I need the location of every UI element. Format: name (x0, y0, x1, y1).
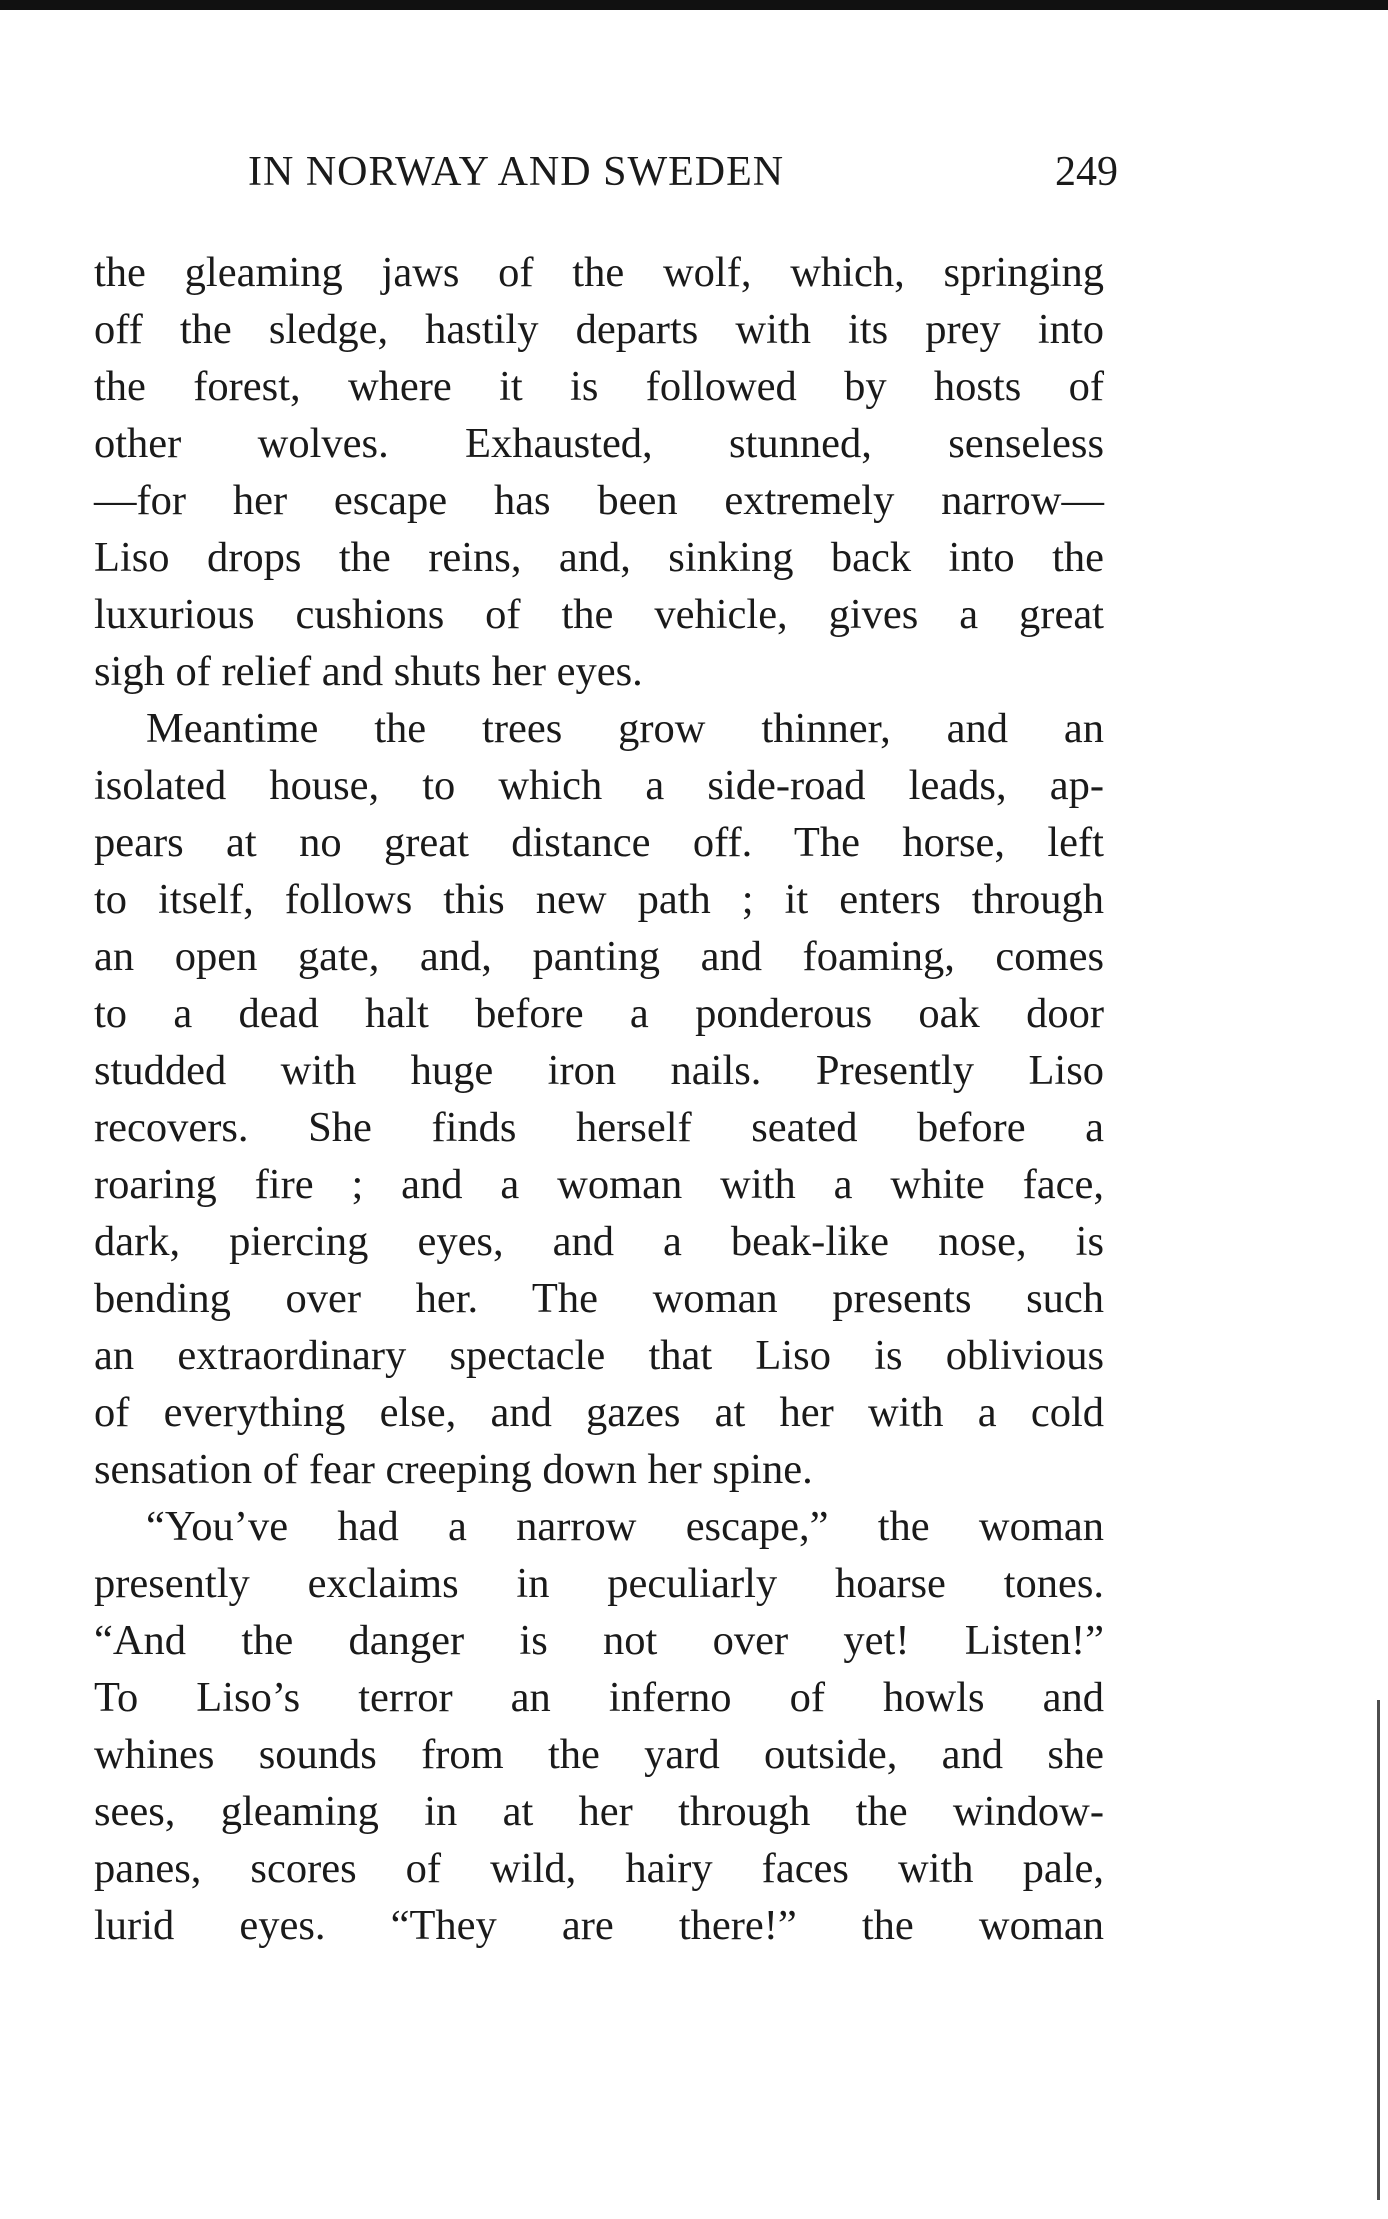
text-line: luxurious cushions of the vehicle, gives a great (94, 591, 1104, 638)
text-line: isolated house, to which a side-road leads, ap- (94, 762, 1104, 809)
text-line: whines sounds from the yard outside, and she (94, 1731, 1104, 1778)
text-line: “You’ve had a narrow escape,” the woman (146, 1503, 1104, 1550)
text-line: sensation of fear creeping down her spine. (94, 1446, 813, 1493)
text-line: presently exclaims in peculiarly hoarse tones. (94, 1560, 1104, 1607)
text-line: “And the danger is not over yet! Listen!” (94, 1617, 1104, 1664)
text-line: —for her escape has been extremely narrow— (94, 477, 1104, 524)
page-edge-shadow (1377, 1700, 1380, 2200)
top-edge-rule (0, 0, 1388, 10)
text-line: an open gate, and, panting and foaming, comes (94, 933, 1104, 980)
body-text (94, 244, 1104, 1954)
text-line: pears at no great distance off. The horse, left (94, 819, 1104, 866)
page-number: 249 (1055, 149, 1118, 195)
text-line: dark, piercing eyes, and a beak-like nose, is (94, 1218, 1104, 1265)
text-line: bending over her. The woman presents such (94, 1275, 1104, 1322)
text-line: of everything else, and gazes at her with a cold (94, 1389, 1104, 1436)
text-line: an extraordinary spectacle that Liso is oblivious (94, 1332, 1104, 1379)
text-line: lurid eyes. “They are there!” the woman (94, 1902, 1104, 1949)
text-line: sees, gleaming in at her through the window- (94, 1788, 1104, 1835)
text-line: studded with huge iron nails. Presently Liso (94, 1047, 1104, 1094)
text-line: to itself, follows this new path ; it enters through (94, 876, 1104, 923)
text-line: Meantime the trees grow thinner, and an (146, 705, 1104, 752)
text-line: recovers. She finds herself seated before a (94, 1104, 1104, 1151)
text-line: the forest, where it is followed by hosts of (94, 363, 1104, 410)
text-line: off the sledge, hastily departs with its prey into (94, 306, 1104, 353)
page-header (248, 148, 1118, 198)
text-line: Liso drops the reins, and, sinking back into the (94, 534, 1104, 581)
text-line: to a dead halt before a ponderous oak door (94, 990, 1104, 1037)
text-line: sigh of relief and shuts her eyes. (94, 648, 643, 695)
text-line: other wolves. Exhausted, stunned, senseless (94, 420, 1104, 467)
running-head: IN NORWAY AND SWEDEN (248, 149, 785, 195)
text-line: To Liso’s terror an inferno of howls and (94, 1674, 1104, 1721)
text-line: the gleaming jaws of the wolf, which, springing (94, 249, 1104, 296)
text-line: panes, scores of wild, hairy faces with pale, (94, 1845, 1104, 1892)
text-line: roaring fire ; and a woman with a white face, (94, 1161, 1104, 1208)
